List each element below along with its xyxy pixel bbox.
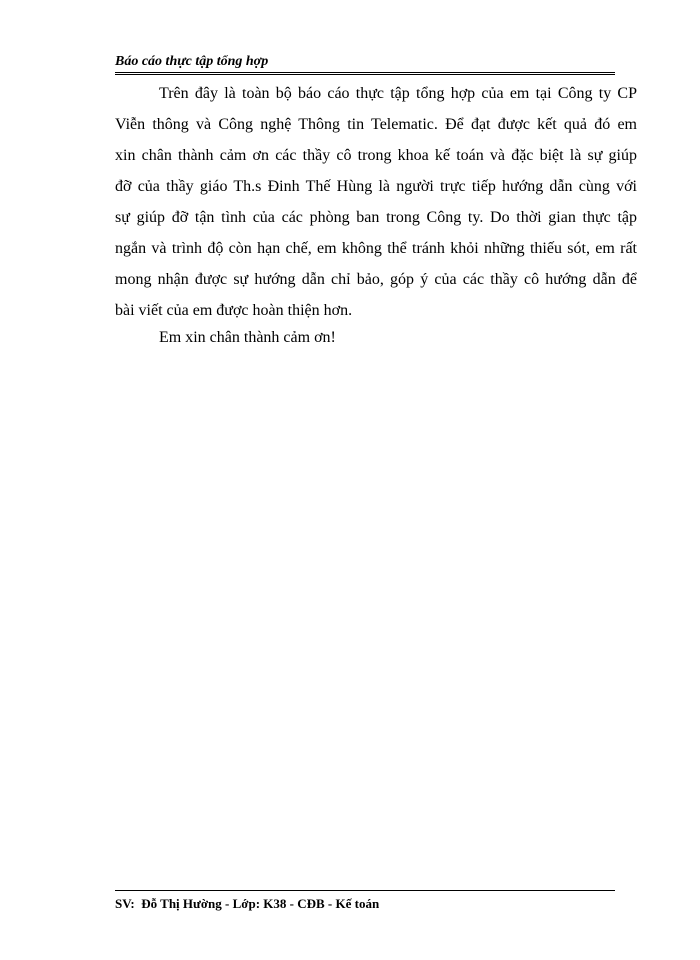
paragraph-line: Viễn thông và Công nghệ Thông tin Telematic. Để đạt được kết quả đó em — [115, 116, 637, 133]
closing-line: Em xin chân thành cảm ơn! — [159, 329, 336, 346]
paragraph-line: bài viết của em được hoàn thiện hơn. — [115, 302, 353, 319]
header-rule — [115, 72, 615, 75]
footer-rule — [115, 890, 615, 891]
paragraph-line: ngắn và trình độ còn hạn chế, em không thể tránh khỏi những thiếu sót, em rất — [115, 240, 637, 257]
body-paragraph — [115, 78, 637, 326]
paragraph-line: đỡ của thầy giáo Th.s Đinh Thế Hùng là người trực tiếp hướng dẫn cùng với — [115, 178, 637, 195]
paragraph-line: mong nhận được sự hướng dẫn chỉ bảo, góp ý của các thầy cô hướng dẫn để — [115, 271, 637, 288]
paragraph-line: sự giúp đỡ tận tình của các phòng ban trong Công ty. Do thời gian thực tập — [115, 209, 637, 226]
paragraph-line: Trên đây là toàn bộ báo cáo thực tập tổng hợp của em tại Công ty CP — [159, 85, 637, 102]
header-title: Báo cáo thực tập tổng hợp — [115, 54, 269, 69]
footer-text: SV: Đỗ Thị Hường - Lớp: K38 - CĐB - Kế toán — [115, 896, 380, 911]
page-header — [115, 53, 615, 71]
paragraph-line: xin chân thành cảm ơn các thầy cô trong khoa kế toán và đặc biệt là sự giúp — [115, 147, 637, 164]
